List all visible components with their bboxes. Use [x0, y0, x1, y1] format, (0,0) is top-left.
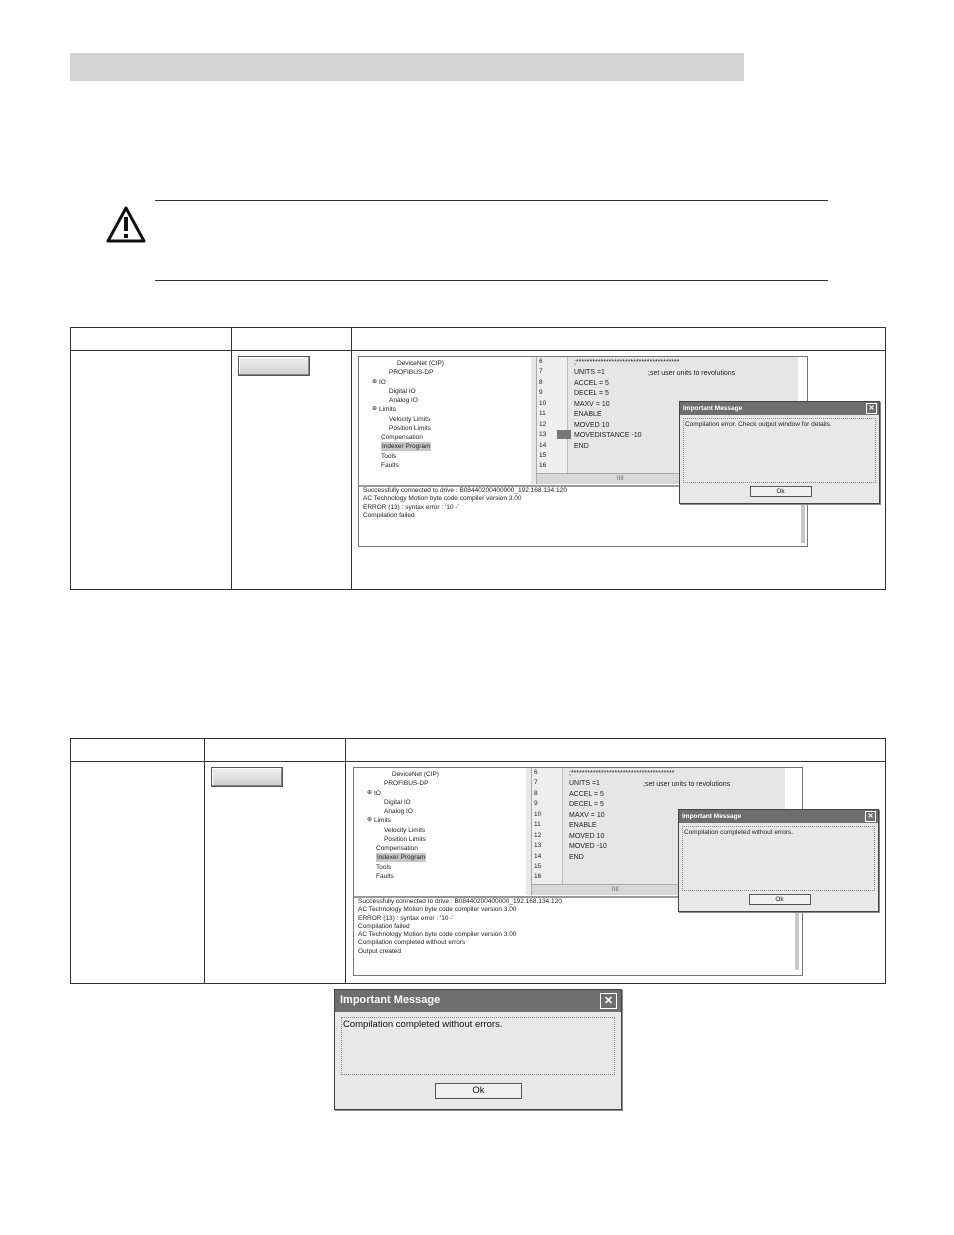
- line-number: 8: [534, 789, 538, 797]
- output-line: Successfully connected to drive : B08440200400000_192.168.134.120: [363, 487, 567, 494]
- code-line: DECEL = 5: [574, 390, 609, 398]
- tree-item[interactable]: Position Limits: [384, 835, 426, 843]
- ok-button[interactable]: Ok: [749, 894, 811, 905]
- code-line: END: [574, 442, 589, 450]
- dialog-message-area: [683, 418, 876, 483]
- dialog-title: Important Message: [682, 813, 742, 820]
- line-number: 13: [539, 431, 547, 439]
- line-number: 14: [539, 441, 547, 449]
- code-line: UNITS =1: [574, 369, 605, 377]
- line-number: 14: [534, 852, 542, 860]
- output-line: AC Technology Motion byte code compiler version 3.00: [358, 906, 517, 914]
- code-line: MOVED 10: [569, 832, 605, 840]
- tree-item[interactable]: PROFIBUS-DP: [389, 369, 434, 377]
- expand-icon[interactable]: ⊕: [372, 406, 378, 413]
- code-line: UNITS =1: [569, 780, 600, 788]
- code-line: MOVEDISTANCE -10: [574, 432, 642, 440]
- tree-item[interactable]: Analog IO: [389, 397, 418, 404]
- line-number: 10: [539, 399, 547, 407]
- dialog-message: Compilation completed without errors.: [684, 829, 794, 836]
- line-number: 7: [539, 368, 543, 376]
- line-number: 7: [534, 779, 538, 787]
- table-1: [70, 327, 886, 590]
- line-number: 16: [539, 462, 547, 470]
- line-number: 16: [534, 873, 542, 881]
- output-line: Compilation failed: [358, 922, 410, 930]
- line-number: 12: [534, 831, 542, 839]
- table-1-header-row: [71, 328, 886, 351]
- tree-item[interactable]: DeviceNet (CIP): [397, 360, 444, 367]
- important-message-dialog: [678, 809, 879, 912]
- dialog-title-bar: [679, 810, 878, 823]
- output-line: Compilation completed without errors: [358, 939, 466, 947]
- code-line: MAXV = 10: [574, 400, 610, 408]
- dialog-message-area: [682, 826, 875, 891]
- line-number: 8: [539, 378, 543, 386]
- important-message-dialog: [334, 989, 622, 1110]
- dialog-message-area: [341, 1017, 615, 1075]
- tree-item[interactable]: Digital IO: [384, 798, 411, 806]
- dialog-title-bar: [335, 990, 621, 1012]
- compile-button[interactable]: [211, 767, 283, 787]
- scrollbar-grip[interactable]: IIII: [612, 887, 619, 893]
- tree-item[interactable]: Indexer Program: [382, 443, 431, 451]
- table-2-row: [71, 762, 886, 984]
- output-line: Successfully connected to drive : B08440200400000_192.168.134.120: [358, 898, 562, 905]
- tree-item[interactable]: Compensation: [376, 845, 418, 852]
- line-number: 15: [534, 862, 542, 870]
- tree-item[interactable]: Digital IO: [389, 387, 416, 395]
- tree-item[interactable]: Velocity Limits: [389, 415, 431, 423]
- expand-icon[interactable]: ⊕: [372, 378, 378, 385]
- output-line: Compilation failed: [363, 511, 415, 519]
- line-number-gutter: [537, 357, 568, 473]
- line-number: 6: [534, 769, 538, 776]
- line-number-gutter: [532, 768, 563, 884]
- code-line: ;**************************************: [569, 770, 675, 777]
- ok-button[interactable]: Ok: [750, 486, 812, 497]
- code-line: DECEL = 5: [569, 801, 604, 809]
- tree-item[interactable]: PROFIBUS-DP: [384, 780, 429, 788]
- tree-item[interactable]: DeviceNet (CIP): [392, 771, 439, 778]
- dialog-title-bar: [680, 402, 879, 415]
- tree-item[interactable]: Indexer Program: [377, 854, 426, 862]
- table-2: [70, 738, 886, 984]
- warning-triangle-icon: [105, 205, 147, 245]
- table-2-header-row: [71, 739, 886, 762]
- close-icon[interactable]: ✕: [600, 993, 617, 1009]
- close-icon[interactable]: ✕: [866, 403, 877, 414]
- ok-button[interactable]: Ok: [435, 1083, 522, 1099]
- output-line: ERROR (13) : syntax error : '10 -': [358, 914, 454, 922]
- output-line: AC Technology Motion byte code compiler version 3.00: [358, 931, 517, 939]
- code-line: ENABLE: [569, 822, 597, 830]
- tree-item[interactable]: Limits: [379, 406, 396, 414]
- tree-item[interactable]: Analog IO: [384, 808, 413, 815]
- important-message-dialog: [679, 401, 880, 504]
- code-line: MOVED -10: [569, 843, 607, 851]
- software-screenshot-compile-success: [353, 767, 874, 976]
- dialog-message: Compilation completed without errors.: [343, 1019, 503, 1030]
- output-line: Output created: [358, 947, 401, 955]
- dialog-title: Important Message: [683, 405, 743, 412]
- line-number: 12: [539, 420, 547, 428]
- caution-top-rule: [155, 200, 828, 201]
- line-number: 11: [539, 410, 546, 418]
- code-line: MAXV = 10: [569, 811, 605, 819]
- tree-item[interactable]: Faults: [376, 872, 394, 880]
- compile-button[interactable]: [238, 356, 310, 376]
- line-number: 6: [539, 358, 543, 365]
- scrollbar-grip[interactable]: IIII: [617, 476, 624, 482]
- code-comment: ;set user units to revolutions: [643, 780, 731, 788]
- tree-item[interactable]: Limits: [374, 817, 391, 825]
- tree-item[interactable]: IO: [379, 378, 386, 386]
- output-line: AC Technology Motion byte code compiler version 3.00: [363, 495, 522, 503]
- software-screenshot-compile-error: [358, 356, 875, 547]
- section-header-bar: [70, 53, 744, 81]
- dialog-title: Important Message: [340, 994, 441, 1006]
- expand-icon[interactable]: ⊕: [367, 789, 373, 796]
- error-line-marker: [557, 430, 571, 439]
- output-line: ERROR (13) : syntax error : '10 -': [363, 503, 459, 511]
- dialog-message: Compilation error. Check output window for details.: [685, 421, 832, 428]
- tree-item[interactable]: IO: [374, 789, 381, 797]
- expand-icon[interactable]: ⊕: [367, 817, 373, 824]
- tree-item[interactable]: Position Limits: [389, 424, 431, 432]
- table-1-row: [71, 351, 886, 590]
- line-number: 13: [534, 842, 542, 850]
- tree-panel: [354, 768, 527, 895]
- code-line: ACCEL = 5: [569, 790, 604, 798]
- code-line: ENABLE: [574, 411, 602, 419]
- caution-bottom-rule: [155, 280, 828, 281]
- tree-item[interactable]: Compensation: [381, 434, 423, 441]
- code-line: END: [569, 853, 584, 861]
- tree-item[interactable]: Tools: [381, 452, 397, 460]
- code-line: ;**************************************: [574, 359, 680, 366]
- line-number: 9: [539, 389, 543, 397]
- line-number: 11: [534, 821, 541, 829]
- line-number: 9: [534, 800, 538, 808]
- tree-item[interactable]: Velocity Limits: [384, 826, 426, 834]
- tree-item[interactable]: Tools: [376, 863, 392, 871]
- code-line: MOVED 10: [574, 421, 610, 429]
- tree-item[interactable]: Faults: [381, 461, 399, 469]
- line-number: 10: [534, 810, 542, 818]
- code-line: ACCEL = 5: [574, 379, 609, 387]
- line-number: 15: [539, 451, 547, 459]
- code-comment: ;set user units to revolutions: [648, 369, 736, 377]
- close-icon[interactable]: ✕: [865, 811, 876, 822]
- tree-panel: [359, 357, 532, 484]
